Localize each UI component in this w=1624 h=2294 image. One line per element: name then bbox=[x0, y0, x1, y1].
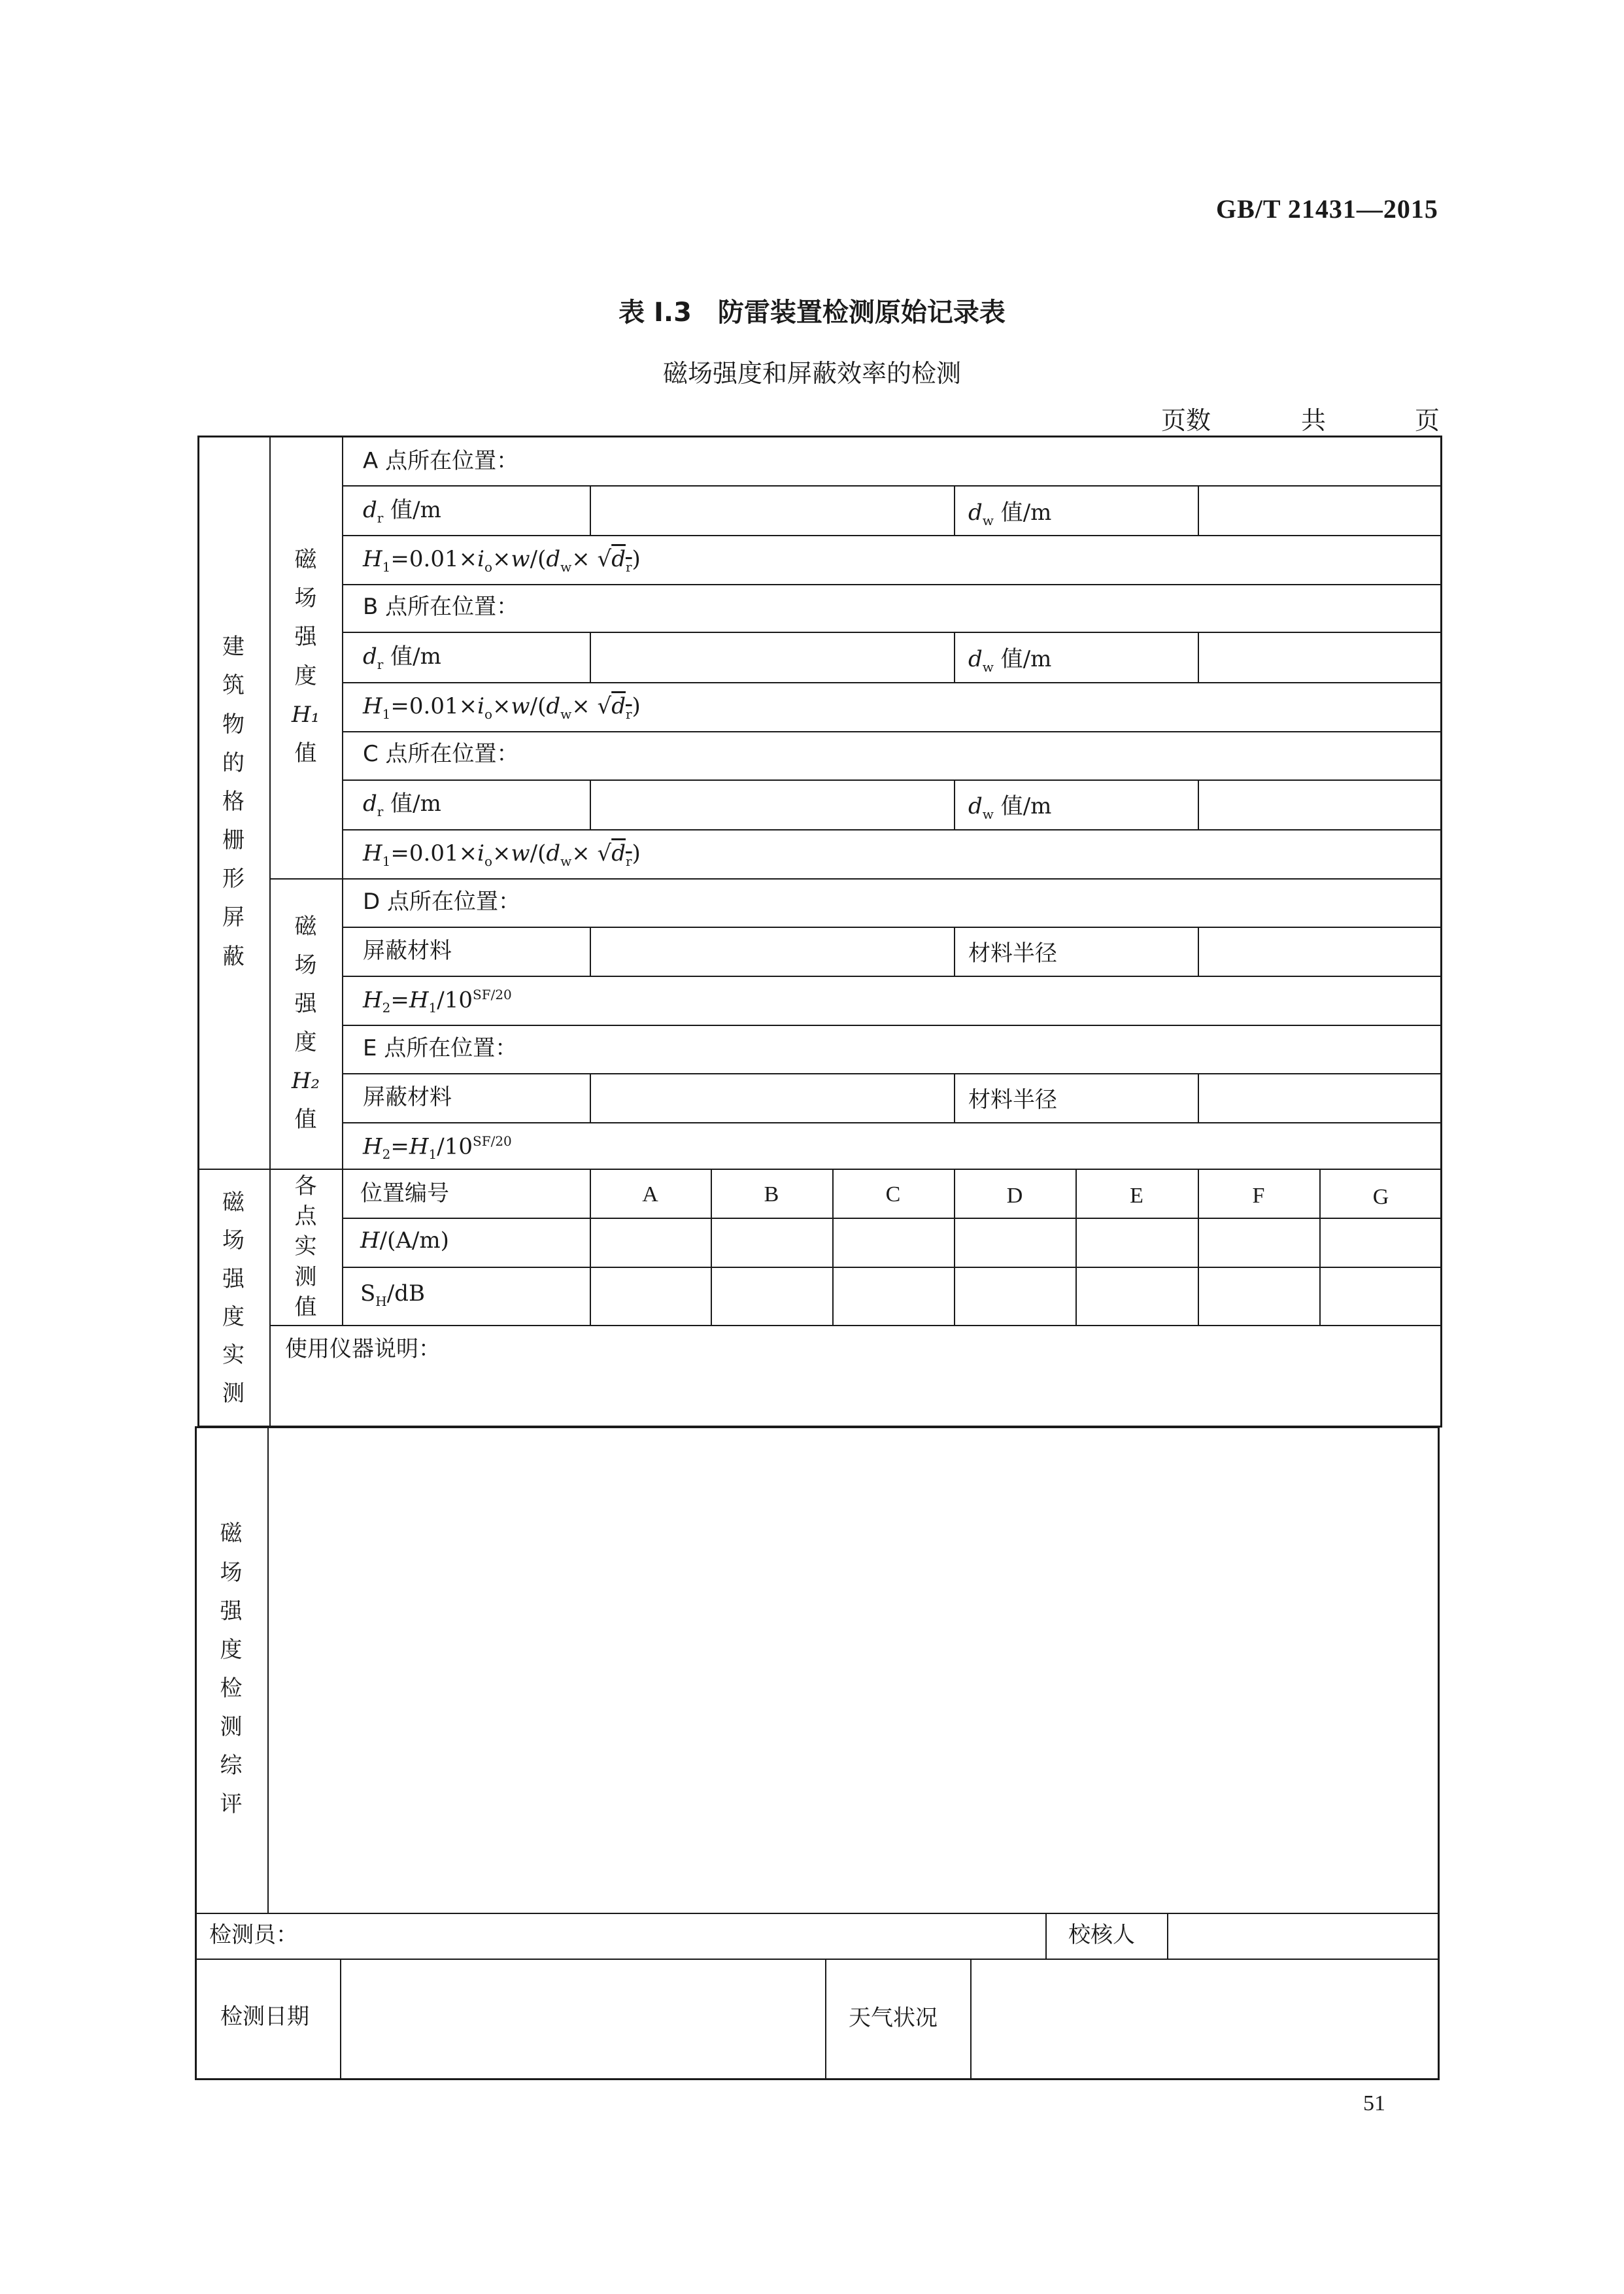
field-measure-label: 磁 场 强 度 实 测 bbox=[222, 1189, 245, 1407]
row-line bbox=[342, 829, 1442, 830]
point-a-position-label: A 点所在位置： bbox=[363, 448, 519, 474]
table-title bbox=[0, 292, 1624, 329]
row-line bbox=[342, 1122, 1442, 1123]
column-header: F bbox=[1252, 1184, 1265, 1208]
row-line bbox=[195, 1913, 1440, 1914]
cell-divider bbox=[1198, 927, 1199, 976]
point-e-material-label: 屏蔽材料 bbox=[363, 1084, 452, 1110]
row-line bbox=[342, 682, 1442, 683]
table-number: 表 I.3 bbox=[618, 298, 692, 328]
point-d-position-label: D 点所在位置： bbox=[363, 889, 520, 915]
row-line bbox=[342, 535, 1442, 536]
column-header: D bbox=[1006, 1184, 1023, 1208]
each-point-measured-label: 各 点 实 测 值 bbox=[294, 1173, 317, 1320]
row-line bbox=[195, 1959, 1440, 1960]
row-line bbox=[342, 1025, 1442, 1026]
row-line bbox=[342, 485, 1442, 487]
footer-divider bbox=[1045, 1913, 1047, 1959]
pages-unit-label: 页 bbox=[1415, 406, 1440, 435]
page-number: 51 bbox=[1363, 2091, 1385, 2115]
cell-divider bbox=[954, 485, 955, 535]
cell-divider bbox=[954, 632, 955, 682]
pages-total-label: 共 bbox=[1301, 406, 1327, 435]
cell-divider bbox=[954, 1073, 955, 1122]
column-header: B bbox=[764, 1182, 779, 1207]
column-header: E bbox=[1130, 1184, 1143, 1208]
block-line bbox=[197, 1169, 1442, 1170]
weather-label: 天气状况 bbox=[849, 2005, 938, 2031]
cell-divider bbox=[1198, 485, 1199, 535]
row-line bbox=[342, 1218, 1442, 1219]
col-divider-2 bbox=[342, 436, 343, 1325]
point-c-dr-label: $d_r$ 值/m bbox=[363, 791, 441, 819]
row-line bbox=[269, 1325, 1442, 1326]
inspection-date-label: 检测日期 bbox=[220, 2004, 309, 2030]
point-e-h2-formula: $H_2=H_1/10^{SF/20}$ bbox=[363, 1133, 512, 1163]
table-title-text: 防雷装置检测原始记录表 bbox=[717, 298, 1006, 328]
point-c-dw-label: $d_w$ 值/m bbox=[968, 793, 1052, 822]
point-c-position-label: C 点所在位置： bbox=[363, 741, 519, 767]
point-b-h1-formula: $H_1=0.01\times i_o\times w/(d_w\times √d_r)$ bbox=[363, 693, 641, 722]
position-number-label: 位置编号 bbox=[360, 1180, 449, 1207]
cell-divider bbox=[590, 1073, 591, 1122]
cell-divider bbox=[590, 632, 591, 682]
point-b-dr-label: $d_r$ 值/m bbox=[363, 643, 441, 672]
point-d-h2-formula: $H_2=H_1/10^{SF/20}$ bbox=[363, 987, 512, 1016]
point-d-material-label: 屏蔽材料 bbox=[363, 938, 452, 964]
inspector-label: 检测员： bbox=[209, 1922, 298, 1948]
column-header: A bbox=[642, 1182, 658, 1207]
reviewer-label: 校核人 bbox=[1068, 1922, 1135, 1948]
review-label: 磁 场 强 度 检 测 综 评 bbox=[220, 1520, 243, 1818]
footer-divider bbox=[340, 1959, 341, 2080]
column-header: C bbox=[885, 1182, 901, 1207]
row-line bbox=[342, 584, 1442, 585]
point-e-radius-label: 材料半径 bbox=[968, 1087, 1057, 1113]
footer-divider bbox=[1167, 1913, 1168, 1959]
cell-divider bbox=[954, 779, 955, 829]
cell-divider bbox=[1198, 632, 1199, 682]
table-frame-lower bbox=[195, 1426, 1440, 2080]
h2-value-label: 磁 场 强 度 H₂ 值 bbox=[291, 913, 320, 1133]
row-line bbox=[342, 731, 1442, 732]
row-line bbox=[342, 1267, 1442, 1268]
column-header: G bbox=[1372, 1185, 1389, 1209]
point-d-radius-label: 材料半径 bbox=[968, 940, 1057, 967]
cell-divider bbox=[590, 779, 591, 829]
point-e-position-label: E 点所在位置： bbox=[363, 1035, 518, 1061]
point-a-dr-label: $d_r$ 值/m bbox=[363, 497, 441, 526]
block-line bbox=[269, 878, 1442, 880]
table-subtitle: 磁场强度和屏蔽效率的检测 bbox=[662, 359, 961, 388]
standard-number: GB/T 21431—2015 bbox=[1216, 194, 1438, 224]
point-a-dw-label: $d_w$ 值/m bbox=[968, 500, 1052, 528]
point-a-h1-formula: $H_1=0.01\times i_o\times w/(d_w\times √d_r)$ bbox=[363, 546, 641, 575]
row-line bbox=[342, 976, 1442, 977]
point-c-h1-formula: $H_1=0.01\times i_o\times w/(d_w\times √d_r)$ bbox=[363, 840, 641, 869]
row-line bbox=[342, 927, 1442, 928]
row-line bbox=[342, 779, 1442, 781]
cell-divider bbox=[590, 927, 591, 976]
footer-divider bbox=[825, 1959, 826, 2080]
footer-divider bbox=[970, 1959, 972, 2080]
row-line bbox=[342, 1073, 1442, 1074]
pages-label: 页数 bbox=[1161, 406, 1211, 435]
col-divider-review bbox=[267, 1426, 269, 1913]
cell-divider bbox=[954, 927, 955, 976]
point-b-position-label: B 点所在位置： bbox=[363, 594, 519, 620]
cell-divider bbox=[1198, 779, 1199, 829]
row-line bbox=[342, 632, 1442, 633]
instrument-note-label: 使用仪器说明： bbox=[285, 1336, 441, 1362]
h-value-row-label: H/(A/m) bbox=[360, 1227, 449, 1254]
sh-row-label: $S_H/dB$ bbox=[360, 1280, 425, 1309]
cell-divider bbox=[590, 485, 591, 535]
cell-divider bbox=[1198, 1073, 1199, 1122]
h1-value-label: 磁 场 强 度 H₁ 值 bbox=[291, 547, 320, 766]
point-b-dw-label: $d_w$ 值/m bbox=[968, 646, 1052, 675]
building-grid-shield-label: 建 筑 物 的 格 栅 形 屏 蔽 bbox=[222, 634, 245, 970]
